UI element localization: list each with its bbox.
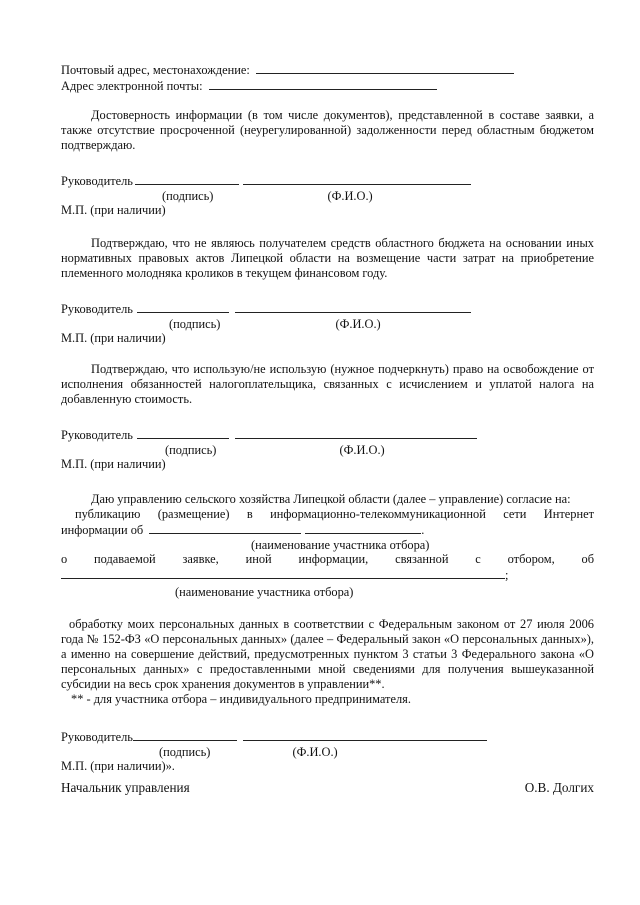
sign-caption: (подпись)	[162, 189, 214, 203]
not-recipient-paragraph: Подтверждаю, что не являюсь получателем средств областного бюджета на основании иных нормативных правовых актов Липецкой области на возмещение части затрат на приобретение племенного молодняка кроликов в текущем финансовом году.	[61, 236, 594, 280]
signature-blank[interactable]	[135, 173, 239, 185]
participant-caption: (наименование участника отбора)	[175, 585, 354, 599]
signature-row-1	[61, 173, 594, 189]
stamp-1: М.П. (при наличии)	[61, 203, 166, 217]
name-caption: (Ф.И.О.)	[339, 443, 385, 457]
consent-word: отбором,	[507, 552, 555, 566]
name-blank[interactable]	[235, 301, 471, 313]
stamp-final: М.П. (при наличии)».	[61, 759, 175, 773]
consent-line-2	[61, 507, 594, 522]
name-caption: (Ф.И.О.)	[292, 745, 338, 759]
head-label: Руководитель	[61, 174, 133, 188]
email-blank[interactable]	[209, 78, 437, 90]
consent-word: иной	[245, 552, 272, 566]
name-caption: (Ф.И.О.)	[327, 189, 373, 203]
participant-blank-3[interactable]	[61, 567, 505, 579]
consent-word: сети	[503, 507, 527, 521]
consent-word: с	[475, 552, 481, 566]
participant-caption-row-2	[61, 585, 594, 599]
consent-word: Интернет	[543, 507, 594, 521]
name-blank[interactable]	[235, 427, 477, 439]
consent-word: информации,	[298, 552, 369, 566]
consent-word: связанной	[395, 552, 449, 566]
signature-captions-2	[61, 317, 594, 331]
head-label: Руководитель	[61, 730, 133, 744]
consent-word: (размещение)	[157, 507, 230, 521]
consent-word: об	[581, 552, 594, 566]
signature-blank[interactable]	[137, 301, 229, 313]
reliability-paragraph: Достоверность информации (в том числе документов), представленной в составе заявки, а также отсутствие просроченной (неурегулированной) задолженности перед областным бюджетом подтверждаю.	[61, 108, 594, 152]
email-label: Адрес электронной почты:	[61, 79, 203, 93]
consent-word: о	[61, 552, 68, 566]
stamp-3: М.П. (при наличии)	[61, 457, 166, 471]
name-blank[interactable]	[243, 729, 487, 741]
sign-caption: (подпись)	[165, 443, 217, 457]
email-row	[61, 78, 594, 94]
postal-address-row	[61, 62, 594, 78]
sign-caption: (подпись)	[169, 317, 221, 331]
sign-caption: (подпись)	[159, 745, 211, 759]
consent-period: .	[421, 523, 425, 537]
consent-line-3	[61, 522, 594, 538]
signature-row-2	[61, 301, 594, 317]
signature-captions-1	[61, 189, 594, 203]
head-label: Руководитель	[61, 302, 133, 316]
participant-caption-row	[61, 538, 594, 552]
consent-word: информационно-телекоммуникационной	[270, 507, 486, 521]
consent-line-5	[61, 567, 594, 583]
footnote: ** - для участника отбора – индивидуального предпринимателя.	[71, 692, 411, 706]
stamp-2: М.П. (при наличии)	[61, 331, 166, 345]
vat-paragraph: Подтверждаю, что использую/не использую (нужное подчеркнуть) право на освобождение от исполнения обязанностей налогоплательщика, связанных с исчислением и уплатой налога на добавленную стоимость.	[61, 362, 594, 406]
consent-line-4	[61, 552, 594, 567]
postal-address-label: Почтовый адрес, местонахождение:	[61, 63, 250, 77]
consent-word: подаваемой	[94, 552, 156, 566]
signature-captions-3	[61, 443, 594, 457]
processing-paragraph: обработку моих персональных данных в соответствии с Федеральным законом от 27 июля 2006 года № 152-ФЗ «О персональных данных» (далее – Федеральный закон «О персональных данных»), а именно на совершение действий, предусмотренных пунктом 3 статьи 3 Федерального закона «О персональных данных» с предоставленными мной сведениями для получения вышеуказанной субсидии на весь срок хранения документов в управлении**.	[61, 617, 594, 691]
consent-semicolon: ;	[505, 568, 509, 582]
signature-blank[interactable]	[137, 427, 229, 439]
document-footer	[61, 780, 594, 795]
consent-word: публикацию	[75, 507, 141, 521]
participant-caption: (наименование участника отбора)	[251, 538, 430, 552]
consent-word: в	[246, 507, 253, 521]
participant-blank-2[interactable]	[305, 522, 421, 534]
signature-blank[interactable]	[133, 729, 237, 741]
consent-word: заявке,	[182, 552, 219, 566]
signature-row-4	[61, 729, 594, 745]
signature-captions-4	[61, 745, 594, 759]
participant-blank-1[interactable]	[149, 522, 301, 534]
name-blank[interactable]	[243, 173, 471, 185]
name-caption: (Ф.И.О.)	[335, 317, 381, 331]
consent-info-about: информации об	[61, 523, 144, 537]
postal-address-blank[interactable]	[256, 62, 514, 74]
footer-name: О.В. Долгих	[524, 780, 594, 795]
consent-line-1: Даю управлению сельского хозяйства Липецкой области (далее – управление) согласие на:	[91, 492, 571, 506]
head-label: Руководитель	[61, 428, 133, 442]
signature-row-3	[61, 427, 594, 443]
footer-position: Начальник управления	[61, 780, 190, 795]
